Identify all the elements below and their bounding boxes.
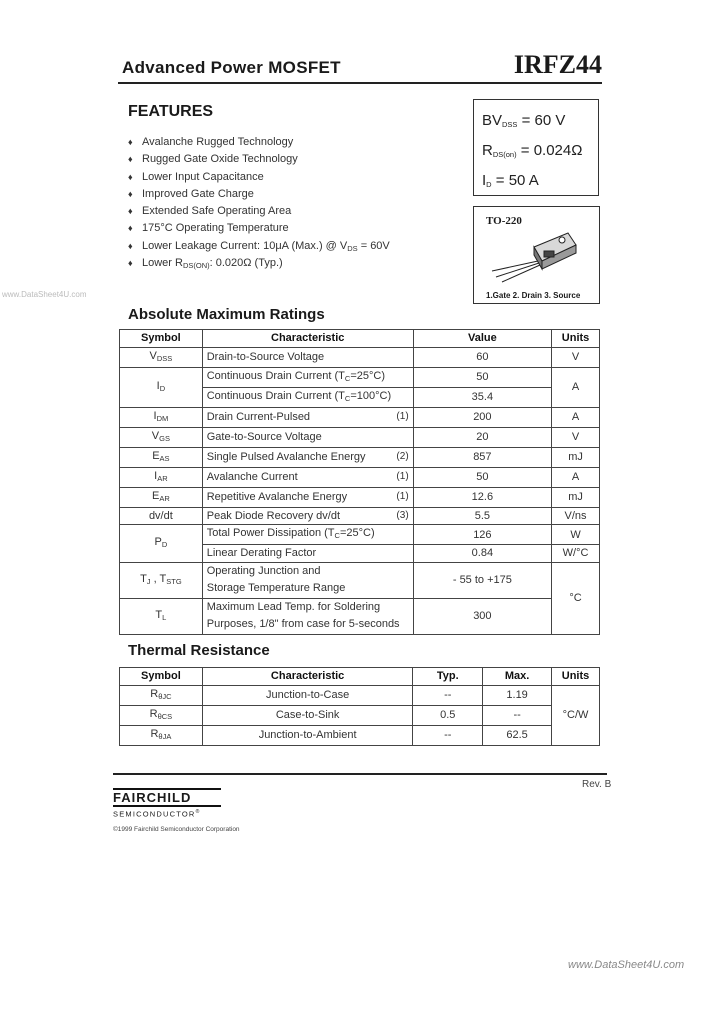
abs-max-table xyxy=(119,329,600,635)
feature-item: ♦ Avalanche Rugged Technology xyxy=(128,134,390,151)
feature-item: ♦ 175°C Operating Temperature xyxy=(128,220,390,237)
table-row: $V_{GS}$ Gate-to-Source Voltage 20 V xyxy=(120,427,600,447)
abs-max-heading: Absolute Maximum Ratings xyxy=(128,306,325,323)
features-heading: FEATURES xyxy=(128,103,214,120)
table-row: Continuous Drain Current $(T_C=100^\circ C)$ 35.4 xyxy=(120,387,600,407)
col-header-symbol: Symbol xyxy=(120,330,203,348)
table-header-row xyxy=(120,668,600,686)
col-header-value: Value xyxy=(413,330,551,348)
col-header-characteristic: Characteristic xyxy=(202,668,413,686)
bullet-icon: ♦ xyxy=(128,258,133,269)
col-header-typ: Typ. xyxy=(413,668,483,686)
logo-bar xyxy=(113,805,221,807)
thermal-heading: Thermal Resistance xyxy=(128,642,270,659)
table-row: $I_{AR}$ Avalanche Current (1) 50 A xyxy=(120,467,600,487)
table-row: $V_{DSS}$ Drain-to-Source Voltage 60 V xyxy=(120,347,600,367)
revision-label: Rev. B xyxy=(582,779,612,790)
feature-item: ♦ Lower Leakage Current: 10μA (Max.) @ $V_{DS} = 60V$ xyxy=(128,238,390,255)
col-header-units: Units xyxy=(552,668,600,686)
feature-item: ♦ Rugged Gate Oxide Technology xyxy=(128,151,390,168)
header-title: Advanced Power MOSFET xyxy=(122,58,341,77)
footer-rule xyxy=(113,773,607,775)
col-header-characteristic: Characteristic xyxy=(202,330,413,348)
spec-rds-on: $R_{DS(on)} = 0.024\Omega$ xyxy=(482,142,583,159)
table-row: $R_{\theta JA}$ Junction-to-Ambient -- 62.5 xyxy=(120,725,600,745)
table-row: $E_{AS}$ Single Pulsed Avalanche Energy (2) 857 mJ xyxy=(120,447,600,467)
col-header-max: Max. xyxy=(483,668,552,686)
logo-wordmark: FAIRCHILD xyxy=(113,790,192,805)
copyright-notice: ©1999 Fairchild Semiconductor Corporation xyxy=(113,826,240,833)
header-rule xyxy=(118,82,602,84)
feature-item: ♦ Lower Input Capacitance xyxy=(128,169,390,186)
package-box xyxy=(473,206,600,304)
table-row: Linear Derating Factor 0.84 W/°C xyxy=(120,545,600,563)
bullet-icon: ♦ xyxy=(128,240,133,251)
table-row: $T_L$ Maximum Lead Temp. for Soldering Purposes, 1/8" from case for 5-seconds 300 xyxy=(120,598,600,634)
table-row: $R_{\theta JC}$ Junction-to-Case -- 1.19 °C/W xyxy=(120,685,600,705)
bullet-icon: ♦ xyxy=(128,154,133,165)
table-row: $P_D$ Total Power Dissipation $(T_C=25^\circ C)$ 126 W xyxy=(120,525,600,545)
fairchild-logo xyxy=(113,788,221,819)
feature-item: ♦ Improved Gate Charge xyxy=(128,186,390,203)
feature-item: ♦ Extended Safe Operating Area xyxy=(128,203,390,220)
table-row: $E_{AR}$ Repetitive Avalanche Energy (1) 12.6 mJ xyxy=(120,487,600,507)
bullet-icon: ♦ xyxy=(128,206,133,217)
col-header-units: Units xyxy=(552,330,600,348)
features-list xyxy=(128,134,390,272)
to220-package-image xyxy=(482,225,594,287)
spec-id: $I_D = 50$ A xyxy=(482,172,539,189)
table-row: $I_{DM}$ Drain Current-Pulsed (1) 200 A xyxy=(120,407,600,427)
table-row: $R_{\theta CS}$ Case-to-Sink 0.5 -- xyxy=(120,705,600,725)
watermark-left: www.DataSheet4U.com xyxy=(2,290,87,299)
bullet-icon: ♦ xyxy=(128,137,133,147)
watermark-right: www.DataSheet4U.com xyxy=(568,959,685,971)
key-specs-box xyxy=(473,99,599,196)
table-row: $I_D$ Continuous Drain Current $(T_C=25^\circ C)$ 50 A xyxy=(120,367,600,387)
bullet-icon: ♦ xyxy=(128,188,133,199)
part-number: IRFZ44 xyxy=(513,50,602,79)
bullet-icon: ♦ xyxy=(128,223,133,234)
package-name: TO-220 xyxy=(486,215,522,227)
col-header-symbol: Symbol xyxy=(120,668,203,686)
table-header-row xyxy=(120,330,600,348)
feature-item: ♦ Lower $R_{DS(ON)}$: 0.020Ω (Typ.) xyxy=(128,255,390,272)
spec-bvdss: $BV_{DSS} = 60$ V xyxy=(482,112,566,129)
thermal-table xyxy=(119,667,600,746)
bullet-icon: ♦ xyxy=(128,171,133,182)
logo-subtext: SEMICONDUCTOR® xyxy=(113,809,201,819)
table-row: dv/dt Peak Diode Recovery dv/dt (3) 5.5 V/ns xyxy=(120,507,600,525)
table-row: $T_J$ , $T_{STG}$ Operating Junction and Storage Temperature Range - 55 to +175 °C xyxy=(120,562,600,598)
package-pinout: 1.Gate 2. Drain 3. Source xyxy=(486,291,581,300)
